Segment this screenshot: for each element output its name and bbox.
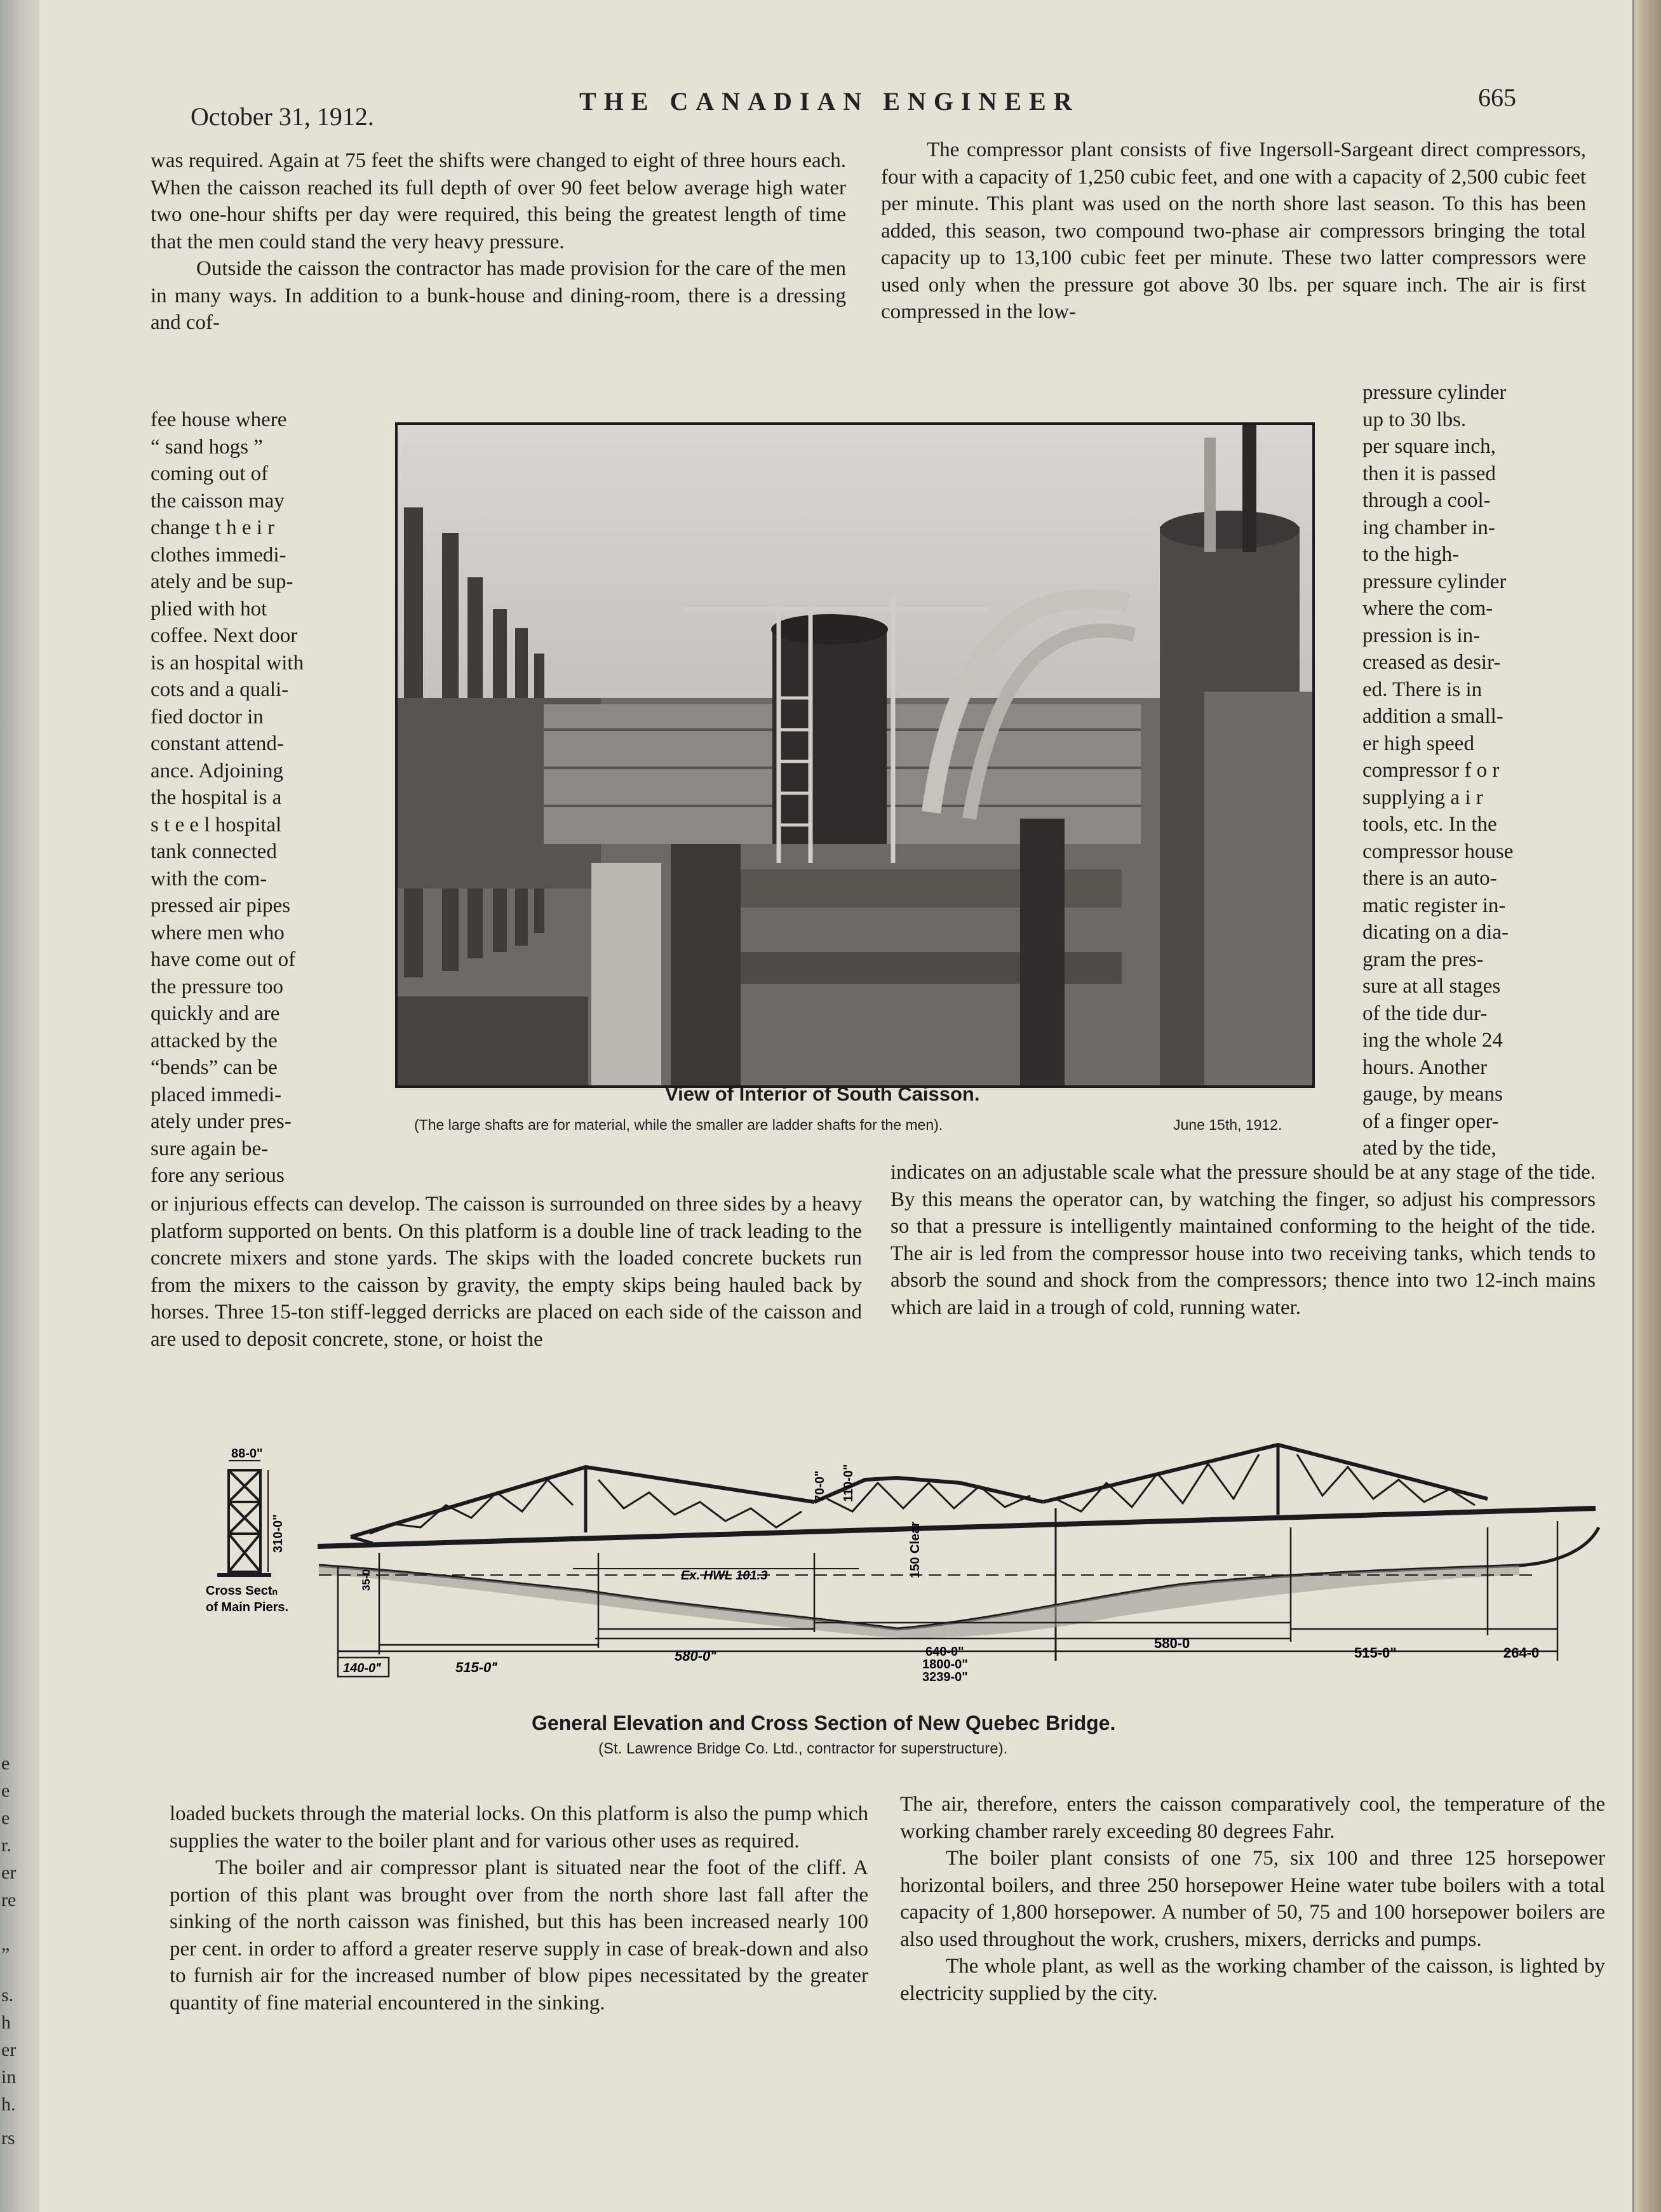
margin-fragment: r. bbox=[1, 1835, 11, 1856]
margin-fragment: ” bbox=[1, 1944, 10, 1965]
right-page-edge bbox=[1634, 0, 1661, 2212]
text-line: ance. Adjoining bbox=[151, 759, 283, 782]
text-line: through a cool- bbox=[1362, 489, 1491, 512]
bridge-caption: General Elevation and Cross Section of New Quebec Bridge. bbox=[532, 1712, 1116, 1734]
text-line: supplying a i r bbox=[1362, 786, 1483, 809]
photo-date: June 15th, 1912. bbox=[1173, 1116, 1282, 1133]
paragraph: The air, therefore, enters the caisson comparatively cool, the temperature of the working chamber rarely exceeding 80 degrees Fahr. bbox=[900, 1793, 1605, 1843]
text-line: attacked by the bbox=[151, 1029, 278, 1052]
span-1800-label: 1800-0ʺ bbox=[922, 1658, 968, 1672]
height-110-label: 110-0ʺ bbox=[842, 1464, 856, 1502]
text-line: there is an auto- bbox=[1362, 867, 1497, 890]
photo-note: (The large shafts are for material, while the smaller are ladder shafts for the men). bbox=[414, 1116, 943, 1133]
text-line: coffee. Next door bbox=[151, 624, 298, 647]
text-line: ed. There is in bbox=[1362, 678, 1483, 701]
text-line: per square inch, bbox=[1362, 435, 1496, 458]
left-column-bottom bbox=[151, 1191, 862, 1353]
margin-fragment: s. bbox=[1, 1985, 14, 2006]
span-580-right-label: 580-0 bbox=[1154, 1635, 1190, 1651]
margin-fragment: in bbox=[1, 2067, 17, 2088]
margin-fragment: re bbox=[1, 1889, 17, 1910]
text-line: of a finger oper- bbox=[1362, 1109, 1499, 1133]
text-line: tank connected bbox=[151, 840, 277, 863]
photo-caption: View of Interior of South Caisson. bbox=[665, 1083, 980, 1105]
text-line: addition a small- bbox=[1362, 705, 1503, 728]
text-line: is an hospital with bbox=[151, 651, 304, 674]
cross-section-label-2: of Main Piers. bbox=[206, 1600, 289, 1614]
text-line: constant attend- bbox=[151, 732, 284, 755]
text-line: “ sand hogs ” bbox=[151, 435, 263, 459]
paragraph: or injurious effects can develop. The caisson is surrounded on three sides by a heavy platform supported on bents. On this platform is a double line of track leading to the concrete mixers and stone yards. The skips with the loaded concrete buckets run from the mixers to the caisson by gravity, the empty skips being hauled back by horses. Three 15-ton stiff-legged derricks are placed on each side of the caisson and are used to deposit concrete, stone, or hoist the bbox=[151, 1193, 862, 1351]
span-515-right-label: 515-0ʺ bbox=[1354, 1645, 1397, 1661]
margin-fragment: e bbox=[1, 1807, 10, 1828]
pier-cross-section bbox=[217, 1461, 271, 1575]
left-column-lower bbox=[170, 1800, 868, 2016]
text-line: gram the pres- bbox=[1362, 948, 1484, 971]
text-line: coming out of bbox=[151, 462, 269, 485]
text-line: compressor house bbox=[1362, 840, 1514, 863]
left-column-wrap-text bbox=[151, 406, 386, 1190]
text-line: then it is passed bbox=[1362, 462, 1496, 485]
margin-fragment: e bbox=[1, 1780, 10, 1801]
paragraph: The boiler plant consists of one 75, six 100 and three 125 horsepower horizontal boilers, and three 250 horsepower Heine water tube boilers with a total capacity of 1,800 horsepower. A number of 50, 75 and 100 horsepower boilers are also used throughout the work, crushers, mixers, derricks and pumps. bbox=[900, 1847, 1605, 1951]
text-line: ing chamber in- bbox=[1362, 516, 1495, 539]
text-line: ately and be sup- bbox=[151, 570, 293, 593]
text-line: hours. Another bbox=[1362, 1056, 1488, 1079]
right-column-bottom bbox=[891, 1159, 1596, 1321]
text-line: fee house where bbox=[151, 408, 287, 431]
pier-height-label: 310-0ʺ bbox=[271, 1514, 285, 1553]
text-line: “bends” can be bbox=[151, 1056, 278, 1079]
text-line: where the com- bbox=[1362, 597, 1493, 620]
page-number: 665 bbox=[1478, 83, 1516, 112]
text-line: pression is in- bbox=[1362, 624, 1481, 647]
text-line: where men who bbox=[151, 921, 285, 944]
bridge-subcaption: (St. Lawrence Bridge Co. Ltd., contractor for superstructure). bbox=[598, 1740, 1008, 1757]
text-line: compressor f o r bbox=[1362, 759, 1500, 782]
text-line: fied doctor in bbox=[151, 705, 264, 728]
pier-width-label: 88-0ʺ bbox=[231, 1447, 263, 1461]
text-line: the hospital is a bbox=[151, 786, 282, 809]
text-line: dicating on a dia- bbox=[1362, 921, 1509, 944]
text-line: placed immedi- bbox=[151, 1083, 282, 1106]
text-line: of the tide dur- bbox=[1362, 1002, 1488, 1025]
margin-fragment: er bbox=[1, 1862, 17, 1883]
span-515-left-label: 515-0ʺ bbox=[455, 1659, 498, 1675]
margin-fragment: h bbox=[1, 2012, 11, 2033]
hwl-label: Ex. HWL 101.3 bbox=[681, 1569, 768, 1583]
cross-section-label: Cross Sectn bbox=[206, 1584, 278, 1598]
text-line: sure at all stages bbox=[1362, 975, 1501, 998]
text-line: the caisson may bbox=[151, 489, 285, 513]
text-line: ately under pres- bbox=[151, 1110, 292, 1133]
text-line: pressure cylinder bbox=[1362, 381, 1507, 404]
text-line: have come out of bbox=[151, 948, 296, 971]
text-line: with the com- bbox=[151, 867, 267, 890]
span-580-left-label: 580-0ʺ bbox=[675, 1648, 717, 1664]
paragraph: The compressor plant consists of five Ingersoll-Sargeant direct compressors, four with a capacity of 1,250 cubic feet, and one with a capacity of 2,500 cubic feet per minute. This plant was used on the north shore last season. To this has been added, this season, two compound two-phase air compressors bringing the total capacity up to 13,100 cubic feet per minute. These two latter compressors were used only when the pressure got above 30 lbs. per square inch. The air is first compressed in the low- bbox=[881, 138, 1586, 323]
right-column-top bbox=[881, 137, 1586, 326]
left-column-top bbox=[151, 147, 846, 337]
text-line: creased as desir- bbox=[1362, 651, 1501, 674]
text-line: fore any serious bbox=[151, 1164, 285, 1187]
journal-title: THE CANADIAN ENGINEER bbox=[579, 87, 1080, 116]
issue-date: October 31, 1912. bbox=[191, 102, 374, 131]
text-line: quickly and are bbox=[151, 1002, 280, 1025]
text-line: change t h e i r bbox=[151, 516, 275, 539]
margin-fragment: er bbox=[1, 2039, 17, 2060]
paragraph: loaded buckets through the material locks. On this platform is also the pump which supplies the water to the boiler plant and for various other uses as required. bbox=[170, 1802, 868, 1853]
text-line: matic register in- bbox=[1362, 894, 1506, 917]
paragraph: The whole plant, as well as the working chamber of the caisson, is lighted by electricity supplied by the city. bbox=[900, 1955, 1605, 2005]
span-264-label: 264-0 bbox=[1503, 1645, 1540, 1661]
paragraph: Outside the caisson the contractor has made provision for the care of the men in many ways. In addition to a bunk-house and dining-room, there is a dressing and cof- bbox=[151, 257, 846, 334]
right-column-lower bbox=[900, 1791, 1605, 2007]
text-line: up to 30 lbs. bbox=[1362, 408, 1467, 431]
right-column-wrap-text bbox=[1362, 379, 1597, 1162]
text-line: sure again be- bbox=[151, 1137, 269, 1160]
dim-35-label: 35-0 bbox=[360, 1569, 372, 1591]
text-line: pressure cylinder bbox=[1362, 570, 1507, 593]
paragraph: was required. Again at 75 feet the shifts were changed to eight of three hours each. When the caisson reached its full depth of over 90 feet below average high water two one-hour shifts per day were required, this being the greatest length of time that the men could stand the very heavy pressure. bbox=[151, 149, 846, 253]
text-line: the pressure too bbox=[151, 975, 283, 998]
caisson-interior-photo bbox=[395, 422, 1315, 1088]
span-640-label: 640-0ʺ bbox=[925, 1645, 964, 1659]
magazine-page bbox=[39, 0, 1634, 2212]
text-line: ing the whole 24 bbox=[1362, 1029, 1503, 1052]
bridge-elevation-drawing bbox=[166, 1432, 1615, 1718]
text-line: clothes immedi- bbox=[151, 543, 286, 566]
text-line: s t e e l hospital bbox=[151, 813, 282, 836]
text-line: plied with hot bbox=[151, 597, 267, 620]
text-line: to the high- bbox=[1362, 543, 1460, 566]
text-line: pressed air pipes bbox=[151, 894, 290, 917]
margin-fragment: e bbox=[1, 1753, 10, 1774]
paragraph: The boiler and air compressor plant is situated near the foot of the cliff. A portion of this plant was brought over from the north shore last fall after the sinking of the north caisson was finished, but this has been increased nearly 100 per cent. in order to afford a greater reserve supply in case of break-down and also to furnish air for the increased number of blow pipes necessitated by the greater quantity of fine material encountered in the sinking. bbox=[170, 1856, 868, 2014]
text-line: cots and a quali- bbox=[151, 678, 289, 701]
margin-fragment: h. bbox=[1, 2094, 16, 2115]
height-70-label: 70-0ʺ bbox=[813, 1470, 827, 1502]
text-line: ated by the tide, bbox=[1362, 1137, 1496, 1160]
clearance-label: 150 Clear bbox=[908, 1522, 922, 1578]
text-line: gauge, by means bbox=[1362, 1083, 1503, 1106]
span-140-label: 140-0ʺ bbox=[343, 1661, 382, 1675]
text-line: tools, etc. In the bbox=[1362, 813, 1497, 836]
span-3239-label: 3239-0ʺ bbox=[922, 1670, 968, 1684]
margin-fragment: rs bbox=[1, 2128, 15, 2148]
paragraph: indicates on an adjustable scale what the pressure should be at any stage of the tide. By this means the operator can, by watching the finger, so adjust his compressors so that a pressure is intelligently maintained conforming to the height of the tide. The air is led from the compressor house into two receiving tanks, which tends to absorb the sound and shock from the compressors; thence into two 12-inch mains which are laid in a trough of cold, running water. bbox=[891, 1161, 1596, 1319]
text-line: er high speed bbox=[1362, 732, 1474, 755]
